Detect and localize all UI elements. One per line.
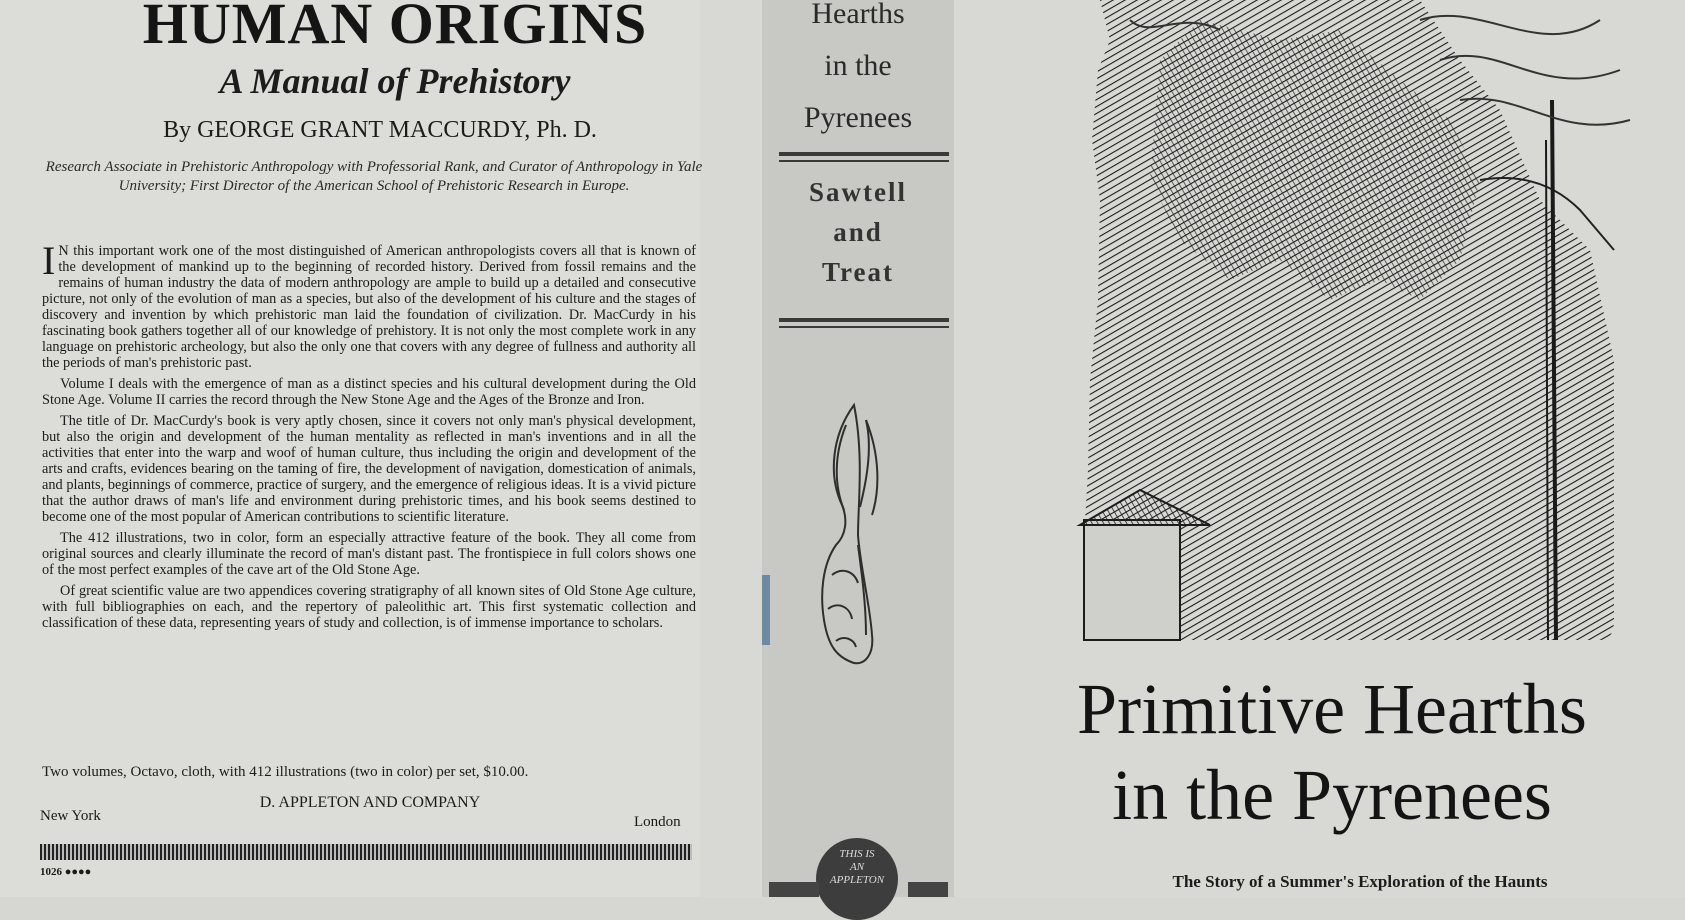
- front-cover: [980, 0, 1685, 897]
- back-cover-byline: By GEORGE GRANT MACCURDY, Ph. D.: [163, 117, 597, 143]
- spine-rule: [779, 152, 949, 162]
- seal-line: AN: [849, 861, 865, 873]
- spine-authors: [762, 172, 954, 292]
- author-credentials: Research Associate in Prehistoric Anthropology with Professorial Rank, and Curator of Anthropology in Yale University; First Director of the American School of Prehistoric Research in Europe.: [45, 159, 703, 194]
- back-cover: [0, 0, 703, 897]
- print-code: 1026 ●●●●: [40, 866, 92, 878]
- price-line: Two volumes, Octavo, cloth, with 412 illustrations (two in color) per set, $10.00.: [42, 764, 529, 780]
- back-cover-title: HUMAN ORIGINS: [142, 0, 648, 56]
- publisher-city-london: London: [634, 814, 681, 830]
- description-paragraph: The 412 illustrations, two in color, form an especially attractive feature of the book. They all come from original sources and clearly illuminate the record of man's distant past. The frontispiece in full colors shows one of the most perfect examples of the cave art of the Old Stone Age.: [42, 530, 696, 578]
- publisher-seal: [816, 838, 898, 920]
- description-paragraph: The title of Dr. MacCurdy's book is very aptly chosen, since it covers not only man's physical development, but also the origin and development of the human mentality as reflected in man's inventions and in all the activities that enter into the warp and woof of human culture, thus including the origin and development of the arts and crafts, evidences bearing on the taming of fire, the development of navigation, domestication of animals, and plants, beginnings of commerce, practice of surgery, and the emergence of religious ideas. It is a vivid picture that the author draws of man's life and environment during prehistoric times, and his book seems destined to become one of the most popular of American contributions to scientific literature.: [42, 413, 696, 525]
- house-wall: [1084, 520, 1180, 640]
- front-cover-subtitle: The Story of a Summer's Exploration of the Haunts: [1172, 872, 1548, 891]
- seal-line: THIS IS: [839, 848, 875, 860]
- donkey-head-illustration: [762, 395, 954, 735]
- spine-author: Treat: [822, 257, 894, 287]
- spine-title-line: in the: [824, 49, 892, 82]
- spine-title-line: Hearths: [811, 0, 905, 30]
- spine-rule: [779, 318, 949, 328]
- publisher-name: D. APPLETON AND COMPANY: [259, 794, 481, 811]
- spine-band: [908, 882, 948, 897]
- drop-cap: I: [42, 238, 56, 283]
- spine-title: [762, 0, 954, 144]
- publisher-city-new-york: New York: [40, 808, 101, 824]
- scan-artifact: [762, 575, 770, 645]
- front-cover-title: [1032, 666, 1632, 838]
- publisher-seal-text: [816, 848, 898, 887]
- decorative-rule: [40, 844, 692, 860]
- spine: [762, 0, 954, 897]
- spine-title-line: Pyrenees: [803, 101, 913, 134]
- seal-line: APPLETON: [829, 874, 885, 886]
- spine-band: [769, 882, 819, 897]
- description-paragraph: [42, 238, 696, 371]
- front-title-line: in the Pyrenees: [1112, 755, 1552, 835]
- description-paragraph: Volume I deals with the emergence of man as a distinct species and his cultural development during the Old Stone Age. Volume II carries the record through the New Stone Age and the Ages of the Bronze and Iron.: [42, 376, 696, 408]
- back-cover-description: [42, 238, 696, 636]
- front-title-line: Primitive Hearths: [1077, 669, 1587, 749]
- cliff-village-illustration: [980, 0, 1685, 650]
- paragraph-text: N this important work one of the most distinguished of American anthropologists covers all that is known of the development of mankind up to the beginning of recorded history. Derived from fossil remains and the remains of human industry the data of modern anthropology are ample to build up a detailed and consecutive picture, not only of the evolution of man as a species, but also of the development of his culture and the stages of discovery and invention by which prehistoric man laid the foundation of civilization. Dr. MacCurdy in his fascinating book gathers together all of our knowledge of prehistory. It is not only the most complete work in any language on prehistoric archeology, but also the only one that covers with any degree of fullness and authority all the periods of man's prehistoric past.: [42, 243, 696, 371]
- description-paragraph: Of great scientific value are two appendices covering stratigraphy of all known sites of Old Stone Age culture, with full bibliographies on each, and the repertory of paleolithic art. This first systematic collection and classification of these data, representing years of study and collection, is of immense importance to scholars.: [42, 583, 696, 631]
- back-cover-subtitle: A Manual of Prehistory: [219, 61, 571, 101]
- spine-author-and: and: [833, 217, 883, 247]
- spine-author: Sawtell: [809, 177, 907, 207]
